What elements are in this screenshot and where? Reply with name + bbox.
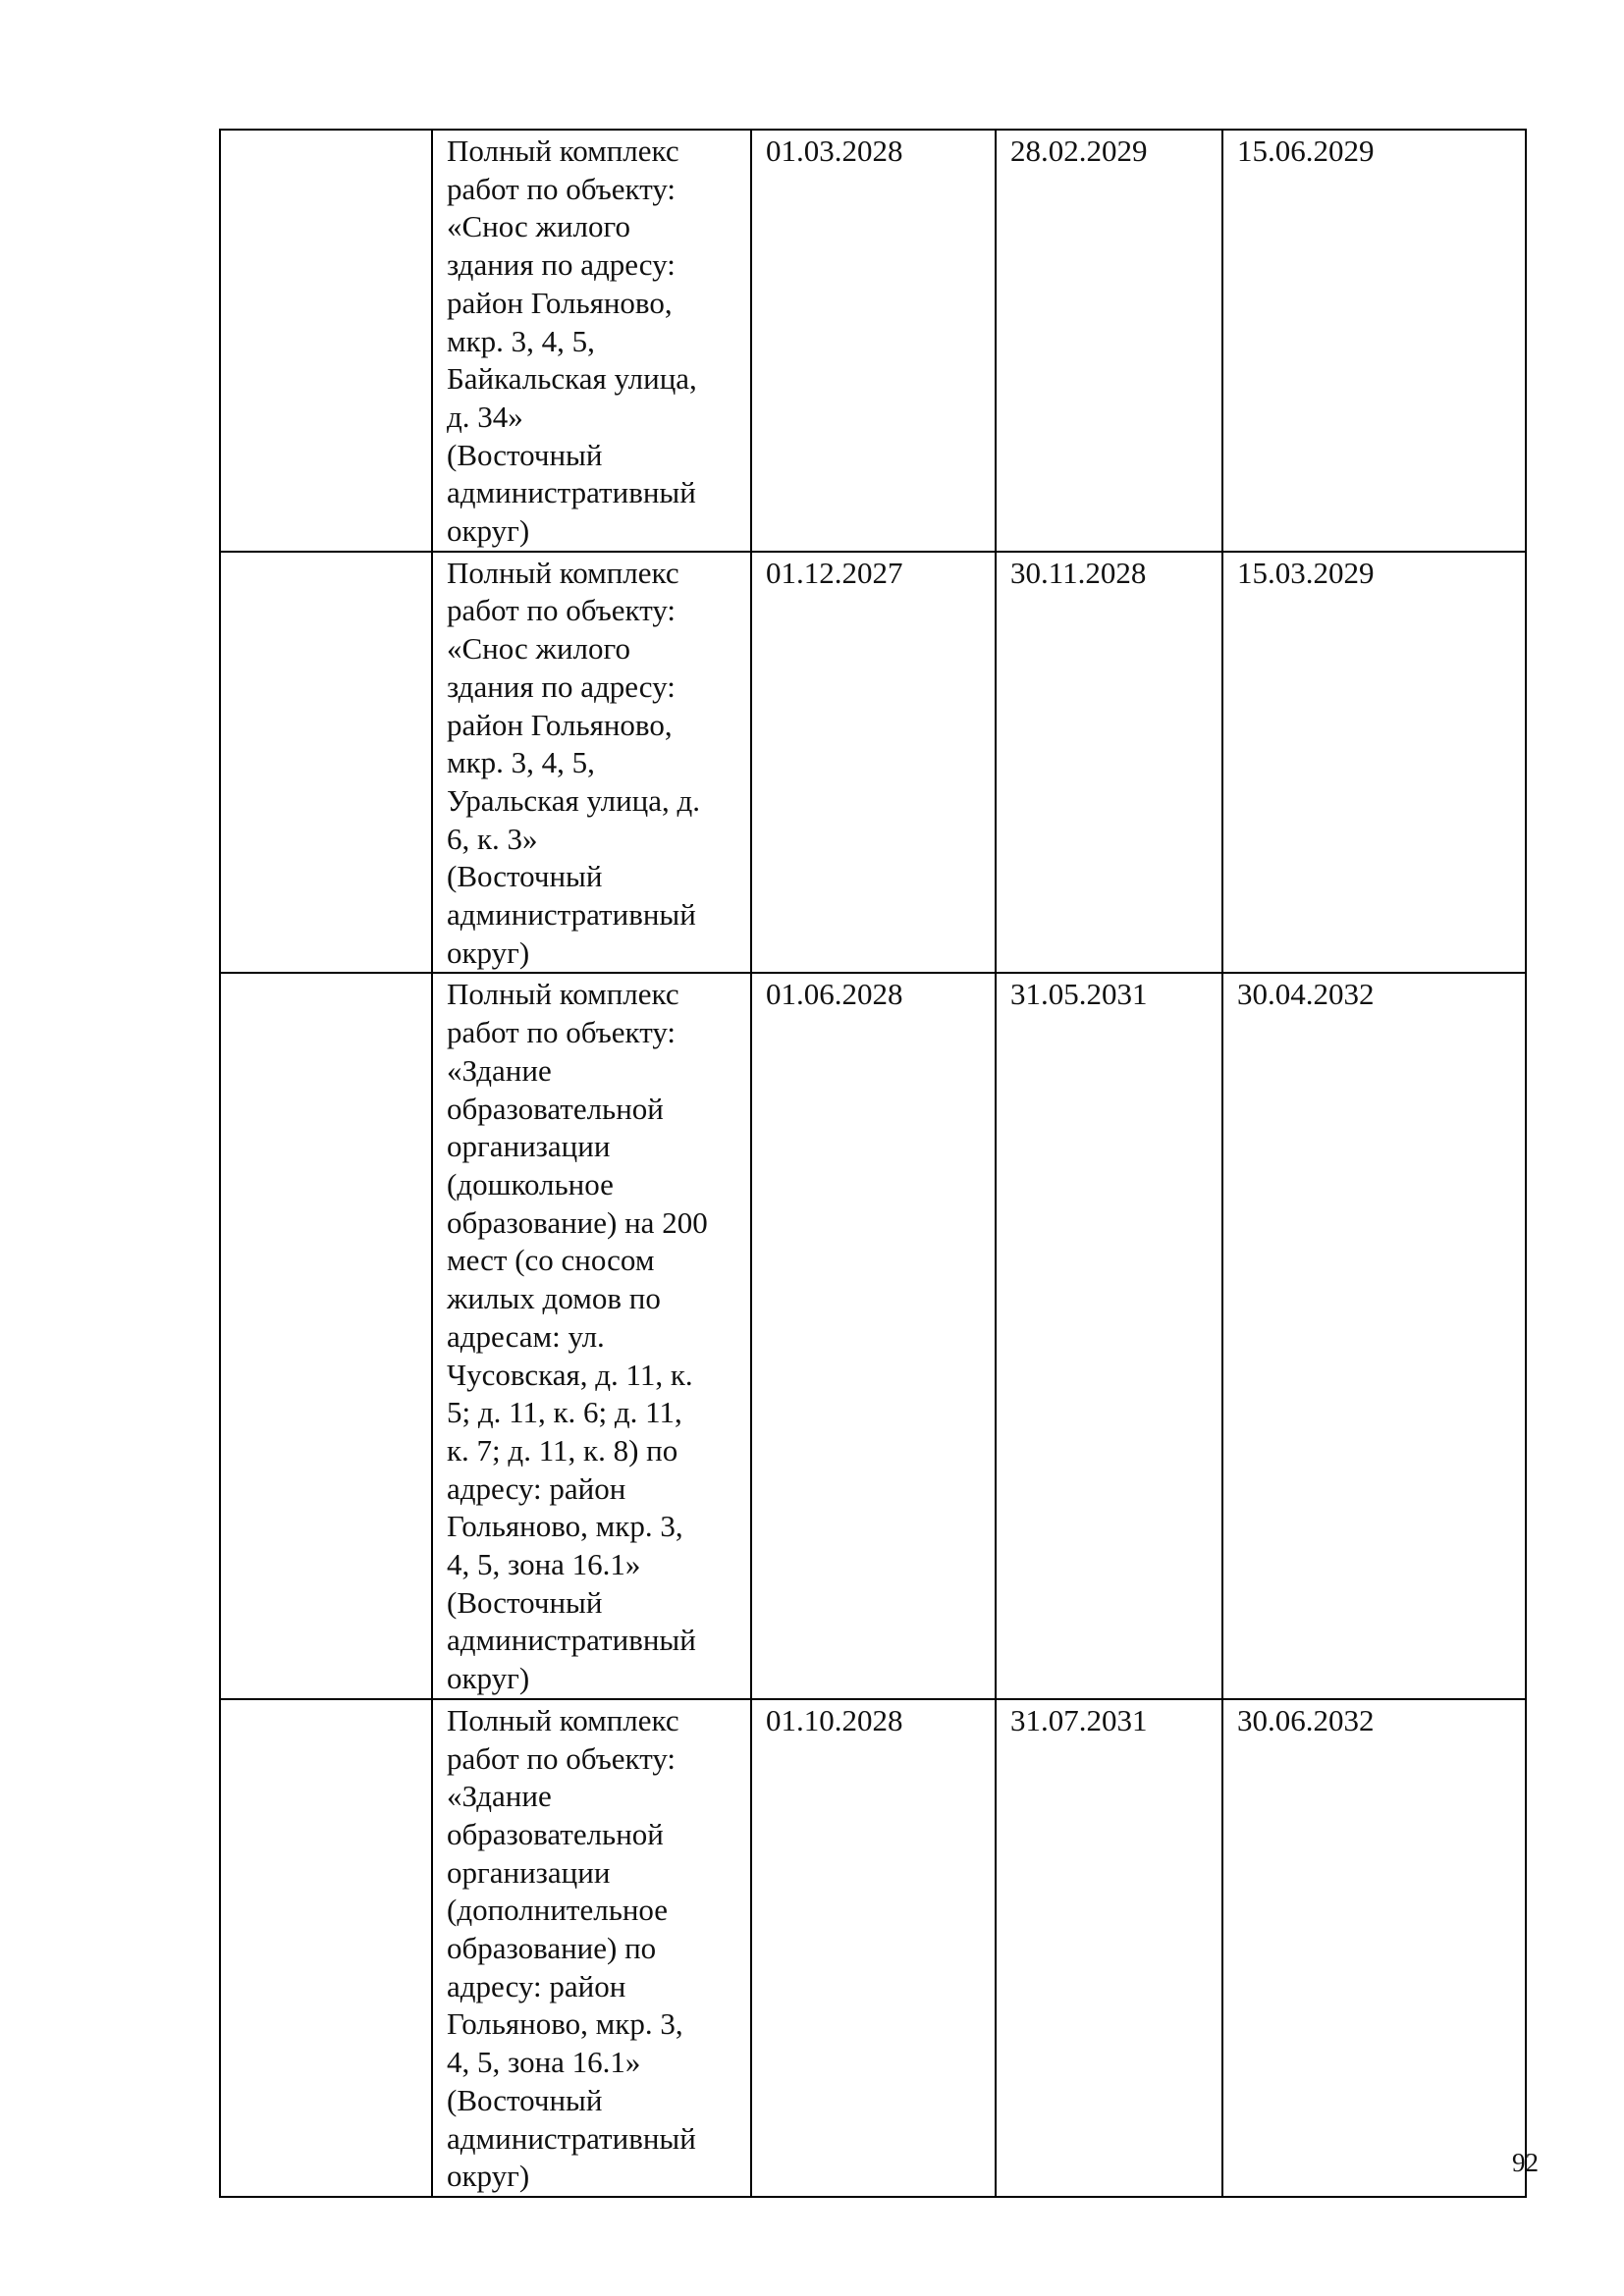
text-line: здания по адресу: <box>447 668 676 704</box>
work-description <box>447 133 738 551</box>
text-line: мест (со сносом <box>447 1243 655 1278</box>
text-line: жилых домов по <box>447 1281 661 1316</box>
commission-date-cell: 30.06.2032 <box>1222 1699 1526 2197</box>
row-number-cell <box>220 1699 432 2197</box>
work-description <box>447 1702 738 2196</box>
text-line: 5; д. 11, к. 6; д. 11, <box>447 1395 682 1430</box>
text-line: административный <box>447 1623 696 1658</box>
page-number: 92 <box>1512 2148 1539 2177</box>
text-line: адресам: ул. <box>447 1318 605 1354</box>
text-line: Байкальская улица, <box>447 361 697 397</box>
text-line: здания по адресу: <box>447 247 676 283</box>
work-description-cell <box>432 130 751 552</box>
text-line: работ по объекту: <box>447 1015 677 1050</box>
text-line: округ) <box>447 934 530 970</box>
work-description <box>447 555 738 973</box>
commission-date-cell: 15.03.2029 <box>1222 552 1526 974</box>
text-line: организации <box>447 1854 611 1890</box>
text-line: район Гольяново, <box>447 285 673 320</box>
start-date-cell: 01.03.2028 <box>751 130 996 552</box>
text-line: «Здание <box>447 1779 552 1814</box>
text-line: к. 7; д. 11, к. 8) по <box>447 1432 678 1468</box>
text-line: организации <box>447 1129 611 1164</box>
text-line: Полный комплекс <box>447 1702 679 1737</box>
text-line: адресу: район <box>447 1968 626 2003</box>
text-line: работ по объекту: <box>447 593 677 628</box>
text-line: работ по объекту: <box>447 171 677 206</box>
text-line: 6, к. 3» <box>447 821 538 856</box>
text-line: Полный комплекс <box>447 555 679 590</box>
work-description-cell <box>432 1699 751 2197</box>
text-line: (Восточный <box>447 1584 603 1620</box>
row-number-cell <box>220 130 432 552</box>
text-line: «Здание <box>447 1052 552 1088</box>
text-line: адресу: район <box>447 1470 626 1506</box>
table-row <box>220 130 1526 552</box>
text-line: (дошкольное <box>447 1166 614 1201</box>
text-line: мкр. 3, 4, 5, <box>447 745 595 780</box>
start-date-cell: 01.10.2028 <box>751 1699 996 2197</box>
text-line: образование) по <box>447 1931 657 1966</box>
text-line: округ) <box>447 2159 530 2194</box>
text-line: Чусовская, д. 11, к. <box>447 1357 693 1392</box>
table-row <box>220 1699 1526 2197</box>
text-line: административный <box>447 2120 696 2156</box>
start-date-cell: 01.12.2027 <box>751 552 996 974</box>
text-line: (Восточный <box>447 437 603 472</box>
text-line: Полный комплекс <box>447 133 679 168</box>
end-date-cell: 31.07.2031 <box>996 1699 1222 2197</box>
schedule-table <box>219 129 1527 2198</box>
table-row <box>220 973 1526 1698</box>
text-line: административный <box>447 475 696 510</box>
text-line: Полный комплекс <box>447 977 679 1012</box>
text-line: район Гольяново, <box>447 707 673 742</box>
text-line: Гольяново, мкр. 3, <box>447 2006 683 2042</box>
table-row <box>220 552 1526 974</box>
row-number-cell <box>220 552 432 974</box>
text-line: 4, 5, зона 16.1» <box>447 1547 641 1582</box>
end-date-cell: 31.05.2031 <box>996 973 1222 1698</box>
text-line: (дополнительное <box>447 1893 669 1928</box>
text-line: административный <box>447 897 696 933</box>
end-date-cell: 28.02.2029 <box>996 130 1222 552</box>
work-description-cell <box>432 973 751 1698</box>
end-date-cell: 30.11.2028 <box>996 552 1222 974</box>
text-line: округ) <box>447 513 530 549</box>
text-line: работ по объекту: <box>447 1740 677 1776</box>
text-line: Уральская улица, д. <box>447 782 701 818</box>
text-line: образовательной <box>447 1816 664 1851</box>
text-line: Гольяново, мкр. 3, <box>447 1509 683 1544</box>
text-line: (Восточный <box>447 859 603 894</box>
text-line: д. 34» <box>447 399 523 434</box>
text-line: мкр. 3, 4, 5, <box>447 323 595 358</box>
text-line: (Восточный <box>447 2082 603 2117</box>
start-date-cell: 01.06.2028 <box>751 973 996 1698</box>
text-line: образовательной <box>447 1091 664 1126</box>
commission-date-cell: 30.04.2032 <box>1222 973 1526 1698</box>
text-line: «Снос жилого <box>447 631 630 667</box>
row-number-cell <box>220 973 432 1698</box>
work-description-cell <box>432 552 751 974</box>
text-line: образование) на 200 <box>447 1204 708 1240</box>
commission-date-cell: 15.06.2029 <box>1222 130 1526 552</box>
text-line: округ) <box>447 1661 530 1696</box>
work-description <box>447 976 738 1697</box>
text-line: «Снос жилого <box>447 209 630 244</box>
text-line: 4, 5, зона 16.1» <box>447 2045 641 2080</box>
